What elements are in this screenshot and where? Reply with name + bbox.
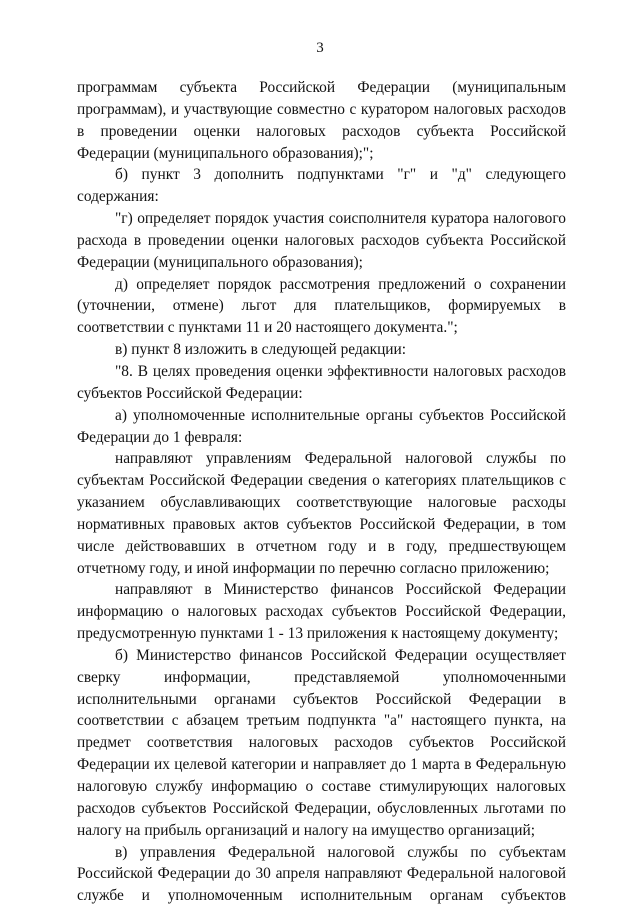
page-number: 3 <box>316 40 324 56</box>
paragraph-1: программам субъекта Российской Федерации (муниципальным программам), и участвующие совместно с куратором налоговых расходов в проведении оценки налоговых расходов субъекта Российской Федерации (муниципального образования);"; <box>77 79 566 162</box>
paragraph-3: "г) определяет порядок участия соисполнителя куратора налогового расхода в проведении оценки налоговых расходов субъекта Российской Федерации (муниципального образования); <box>77 210 566 271</box>
paragraph-7: а) уполномоченные исполнительные органы субъектов Российской Федерации до 1 февраля: <box>77 406 566 446</box>
paragraph-10: б) Министерство финансов Российской Федерации осуществляет сверку информации, представляемой уполномоченными исполнительными органами субъектов Российской Федерации в соответствии с абзацем третьим подпункта "а" настоящего пункта, на предмет соответствия налоговых расходов субъектов Российской Федерации их целевой категории и направляет до 1 марта в Федеральную налоговую службу информацию о составе стимулирующих налоговых расходов субъектов Российской Федерации, обусловленных льготами по налогу на прибыль организаций и налогу на имущество организаций; <box>77 646 566 839</box>
paragraph-11: в) управления Федеральной налоговой службы по субъектам Российской Федерации до 30 апреля направляют Федеральной налоговой службе и уполномоченным исполнительным органам субъектов <box>77 843 566 905</box>
paragraph-8: направляют управлениям Федеральной налоговой службы по субъектам Российской Федерации сведения о категориях плательщиков с указанием обуславливающих соответствующие налоговые расходы нормативных правовых актов субъектов Российской Федерации, в том числе действовавших в отчетном году и в году, предшествующем отчетному году, и иной информации по перечню согласно приложению; <box>77 450 566 577</box>
paragraph-4: д) определяет порядок рассмотрения предложений о сохранении (уточнении, отмене) льгот для плательщиков, формируемых в соответствии с пунктами 11 и 20 настоящего документа."; <box>77 275 566 337</box>
paragraph-2: б) пункт 3 дополнить подпунктами "г" и "д" следующего содержания: <box>77 166 566 206</box>
paragraph-9: направляют в Министерство финансов Российской Федерации информацию о налоговых расходах субъектов Российской Федерации, предусмотренную пунктами 1 - 13 приложения к настоящему документу; <box>77 581 566 643</box>
document-body <box>77 77 566 907</box>
paragraph-6: "8. В целях проведения оценки эффективности налоговых расходов субъектов Российской Федерации: <box>77 362 566 402</box>
paragraph-5: в) пункт 8 изложить в следующей редакции: <box>115 341 407 359</box>
